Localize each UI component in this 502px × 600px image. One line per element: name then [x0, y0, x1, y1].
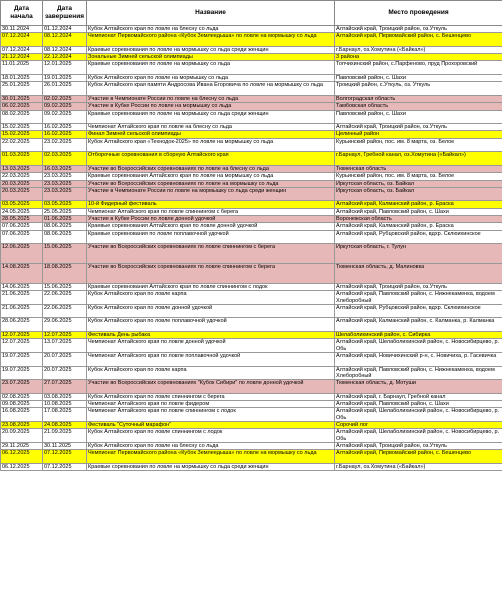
- table-row: [1, 244, 502, 264]
- cell-end-date: 15.06.2025: [43, 244, 87, 264]
- cell-end-date: 10.08.2025: [43, 401, 87, 408]
- cell-end-date: 20.07.2025: [43, 352, 87, 366]
- cell-venue: г.Барнаул, оз.Хомутина («Байкал»): [335, 46, 502, 53]
- header-event-name: Название: [87, 1, 335, 26]
- cell-event-name: Фестиваль "Суточный марафон": [87, 421, 335, 428]
- cell-start-date: 20.03.2025: [1, 180, 43, 187]
- cell-end-date: 01.06.2025: [43, 216, 87, 223]
- cell-end-date: 09.02.2025: [43, 103, 87, 110]
- table-row: [1, 304, 502, 318]
- cell-venue: Курьинский район, пос. им. 8 марта, оз. Белое: [335, 138, 502, 152]
- cell-event-name: Кубок Алтайского края «Технодок-2025» по ловле на мормышку со льда: [87, 138, 335, 152]
- cell-venue: Алтайский край, Павловский район, с. Нижнекаменка, водоем Хлеборобный: [335, 291, 502, 305]
- cell-start-date: 30.01.2025: [1, 95, 43, 102]
- table-row: [1, 208, 502, 215]
- cell-event-name: Участие во Всероссийских соревнованиях по ловле спиннингом с берега: [87, 264, 335, 284]
- cell-event-name: Краевые соревнования по ловле на мормышку со льда среди женщин: [87, 463, 335, 470]
- table-row: [1, 103, 502, 110]
- table-row: [1, 421, 502, 428]
- cell-venue: Волгоградская область: [335, 95, 502, 102]
- table-row: [1, 131, 502, 138]
- cell-event-name: Кубок Алтайского края по ловле спиннингом с лодок: [87, 429, 335, 443]
- cell-venue: Алтайский край, г. Барнаул, Гребной канал: [335, 393, 502, 400]
- cell-event-name: Краевые соревнования Алтайского края по ловле спиннингом с лодок: [87, 283, 335, 290]
- cell-start-date: 30.11.2024: [1, 26, 43, 33]
- cell-venue: Павловский район, с. Шахи: [335, 75, 502, 82]
- cell-end-date: 30.11.2025: [43, 442, 87, 449]
- cell-venue: Алтайский край, Рубцовский район, вдхр. Склюихинское: [335, 230, 502, 244]
- cell-venue: Иркутская область, г. Тулун: [335, 244, 502, 264]
- cell-start-date: 28.06.2025: [1, 318, 43, 332]
- cell-venue: Курьинский район, пос. им. 8 марта, оз. Белое: [335, 173, 502, 180]
- table-row: [1, 173, 502, 180]
- cell-venue: г.Барнаул, оз.Хомутина («Байкал»): [335, 463, 502, 470]
- cell-event-name: Краевые соревнования Алтайского края по ловле на мормышку со льда: [87, 173, 335, 180]
- cell-start-date: 01.03.2025: [1, 152, 43, 166]
- cell-end-date: 19.01.2025: [43, 75, 87, 82]
- cell-start-date: 07.06.2025: [1, 230, 43, 244]
- cell-start-date: 21.06.2025: [1, 304, 43, 318]
- cell-start-date: 11.01.2025: [1, 61, 43, 75]
- header-venue: Место проведения: [335, 1, 502, 26]
- cell-end-date: 09.02.2025: [43, 110, 87, 124]
- cell-venue: Троицкий район, с.Уткуль, оз. Уткуль: [335, 82, 502, 96]
- cell-end-date: 22.06.2025: [43, 291, 87, 305]
- cell-event-name: Чемпионат Алтайского края по ловле спиннингом с берега: [87, 208, 335, 215]
- cell-event-name: Чемпионат Первомайского района «Кубок Землеедыша» по ловле на мормышку со льда: [87, 33, 335, 47]
- table-row: [1, 450, 502, 464]
- table-row: [1, 26, 502, 33]
- cell-event-name: Краевые соревнования Алтайского края по ловле донной удочкой: [87, 223, 335, 230]
- cell-start-date: 23.08.2025: [1, 421, 43, 428]
- cell-start-date: 12.07.2025: [1, 339, 43, 353]
- cell-venue: Шелаболихинский район, с. Сибирка: [335, 332, 502, 339]
- cell-venue: Иркутская область, оз. Байкал: [335, 180, 502, 187]
- cell-end-date: 29.06.2025: [43, 318, 87, 332]
- cell-event-name: Участие в Чемпионате России по ловле на мормышку со льда среди женщин: [87, 187, 335, 201]
- cell-end-date: 26.01.2025: [43, 82, 87, 96]
- cell-venue: Алтайский край, Первомайский район, с. Бешенцево: [335, 33, 502, 47]
- cell-start-date: 19.07.2025: [1, 366, 43, 380]
- table-row: [1, 463, 502, 470]
- table-row: [1, 408, 502, 422]
- cell-event-name: Участие в Чемпионате России по ловле на блесну со льда: [87, 95, 335, 102]
- cell-venue: Топчихинский район, с.Парфеново, пруд Прохоровский: [335, 61, 502, 75]
- table-row: [1, 95, 502, 102]
- cell-venue: Алтайский край, Новичихинский р-н, с. Новичиха, р. Гасевичка: [335, 352, 502, 366]
- cell-end-date: 08.06.2025: [43, 223, 87, 230]
- cell-start-date: 13.03.2025: [1, 165, 43, 172]
- cell-start-date: 08.02.2025: [1, 110, 43, 124]
- cell-event-name: 10-й Фидерный фестиваль: [87, 201, 335, 208]
- cell-start-date: 06.12.2025: [1, 450, 43, 464]
- table-row: [1, 124, 502, 131]
- cell-event-name: Чемпионат Алтайского края по ловле донной удочкой: [87, 339, 335, 353]
- cell-start-date: 15.02.2025: [1, 124, 43, 131]
- cell-end-date: 07.12.2025: [43, 463, 87, 470]
- cell-event-name: Кубок Алтайского края памяти Андросова Ивана Егоровича по ловле на мормышку со льда: [87, 82, 335, 96]
- cell-event-name: Кубок Алтайского края по ловле на блесну со льда: [87, 442, 335, 449]
- cell-event-name: Чемпионат Алтайского края по ловле поплавочной удочкой: [87, 352, 335, 366]
- cell-end-date: 23.03.2025: [43, 180, 87, 187]
- table-row: [1, 187, 502, 201]
- cell-venue: Алтайский край, Троицкий район, оз.Уткуль: [335, 283, 502, 290]
- cell-event-name: Участие во Всероссийских соревнованиях по ловле на мормышку со льда: [87, 180, 335, 187]
- table-row: [1, 152, 502, 166]
- cell-event-name: Фестиваль День рыбака: [87, 332, 335, 339]
- table-row: [1, 46, 502, 53]
- cell-event-name: Участие во Всероссийских соревнованиях по ловле спиннингом с берега: [87, 244, 335, 264]
- cell-end-date: 24.08.2025: [43, 421, 87, 428]
- cell-end-date: 27.07.2025: [43, 380, 87, 394]
- cell-start-date: 21.06.2025: [1, 291, 43, 305]
- cell-venue: Целинный район: [335, 131, 502, 138]
- cell-end-date: 12.07.2025: [43, 332, 87, 339]
- cell-end-date: 15.06.2025: [43, 283, 87, 290]
- cell-venue: Алтайский край, Калманский район, р. Ераска: [335, 201, 502, 208]
- cell-venue: Тюменская область, д. Мотуши: [335, 380, 502, 394]
- cell-venue: Алтайский край, Троицкий район, оз.Уткуль: [335, 124, 502, 131]
- cell-venue: Тюменская область: [335, 165, 502, 172]
- table-row: [1, 82, 502, 96]
- cell-start-date: 03.05.2025: [1, 201, 43, 208]
- cell-start-date: 12.06.2025: [1, 244, 43, 264]
- cell-end-date: 23.03.2025: [43, 173, 87, 180]
- cell-start-date: 21.12.2024: [1, 54, 43, 61]
- cell-venue: Алтайский край, Павловский район, с. Нижнекаменка, водоем Хлеборобный: [335, 366, 502, 380]
- cell-end-date: 08.06.2025: [43, 230, 87, 244]
- cell-venue: Павловский район, с. Шахи: [335, 110, 502, 124]
- table-row: [1, 442, 502, 449]
- cell-end-date: 13.07.2025: [43, 339, 87, 353]
- cell-event-name: Чемпионат Алтайского края по ловле на блесну со льда: [87, 124, 335, 131]
- cell-event-name: Кубок Алтайского края по ловле спиннингом с берега: [87, 393, 335, 400]
- cell-venue: Алтайский край, Павловский район, с. Шахи: [335, 401, 502, 408]
- cell-venue: Алтайский край, Шелаболихинский район, с. Новосибирцево, р. Обь: [335, 429, 502, 443]
- cell-end-date: 21.09.2025: [43, 429, 87, 443]
- header-end-date: Дата завершения: [43, 1, 87, 26]
- cell-venue: 3 района: [335, 54, 502, 61]
- cell-venue: Алтайский край, Рубцовский район, вдхр. Склюихинское: [335, 304, 502, 318]
- cell-venue: Тюменская область, д. Малиновка: [335, 264, 502, 284]
- table-row: [1, 138, 502, 152]
- table-row: [1, 264, 502, 284]
- table-row: [1, 54, 502, 61]
- cell-end-date: 07.12.2025: [43, 450, 87, 464]
- table-row: [1, 75, 502, 82]
- cell-end-date: 20.07.2025: [43, 366, 87, 380]
- cell-start-date: 19.07.2025: [1, 352, 43, 366]
- cell-event-name: Участие во Всероссийских соревнованиях "Кубок Сибири" по ловле донной удочкой: [87, 380, 335, 394]
- cell-event-name: Кубок Алтайского края по ловле поплавочной удочкой: [87, 318, 335, 332]
- cell-end-date: 08.12.2024: [43, 46, 87, 53]
- table-row: [1, 33, 502, 47]
- table-row: [1, 401, 502, 408]
- cell-event-name: Кубок Алтайского края по ловле на блесну со льда: [87, 26, 335, 33]
- cell-start-date: 28.05.2025: [1, 216, 43, 223]
- cell-end-date: 08.12.2024: [43, 33, 87, 47]
- table-row: [1, 291, 502, 305]
- cell-start-date: 07.12.2024: [1, 33, 43, 47]
- cell-venue: Тамбовская область: [335, 103, 502, 110]
- cell-venue: Сорочий лог: [335, 421, 502, 428]
- cell-event-name: Кубок Алтайского края по ловле карпа: [87, 366, 335, 380]
- cell-event-name: Кубок Алтайского края по ловле карпа: [87, 291, 335, 305]
- cell-event-name: Кубок Алтайского края по ловле на мормышку со льда: [87, 75, 335, 82]
- cell-event-name: Зональные Зимней сельской олимпиады: [87, 54, 335, 61]
- cell-venue: Алтайский край, Троицкий район, оз.Уткуль: [335, 442, 502, 449]
- cell-venue: Алтайский край, Троицкий район, оз.Уткуль: [335, 26, 502, 33]
- cell-event-name: Участие во Всероссийских соревнованиях по ловле на блесну со льда: [87, 165, 335, 172]
- cell-start-date: 20.09.2025: [1, 429, 43, 443]
- cell-start-date: 06.12.2025: [1, 463, 43, 470]
- table-row: [1, 110, 502, 124]
- table-row: [1, 429, 502, 443]
- cell-event-name: Чемпионат Первомайского района «Кубок Землеедыша» по ловле на мормышку со льда: [87, 450, 335, 464]
- cell-venue: Алтайский край, Павловский район, с. Шахи: [335, 208, 502, 215]
- cell-event-name: Участие в Кубке России по ловле донной удочкой: [87, 216, 335, 223]
- cell-event-name: Краевые соревнования по ловле на мормышку со льда: [87, 61, 335, 75]
- cell-venue: Алтайский край, Калманский район, с. Калманка, р. Калманка: [335, 318, 502, 332]
- cell-event-name: Краевые соревнования по ловле на мормышку со льда среди женщин: [87, 46, 335, 53]
- cell-end-date: 12.01.2025: [43, 61, 87, 75]
- table-row: [1, 352, 502, 366]
- cell-event-name: Отборочные соревнования в сборную Алтайского края: [87, 152, 335, 166]
- cell-end-date: 03.08.2025: [43, 393, 87, 400]
- cell-venue: Алтайский край, Калманский район, р. Ераска: [335, 223, 502, 230]
- cell-start-date: 20.03.2025: [1, 187, 43, 201]
- table-row: [1, 339, 502, 353]
- cell-start-date: 22.03.2025: [1, 173, 43, 180]
- cell-end-date: 03.05.2025: [43, 201, 87, 208]
- cell-end-date: 02.02.2025: [43, 95, 87, 102]
- table-row: [1, 165, 502, 172]
- cell-end-date: 23.03.2025: [43, 187, 87, 201]
- table-body: [1, 26, 502, 471]
- cell-venue: г.Барнаул, Гребной канал, оз.Хомутина («Байкал»): [335, 152, 502, 166]
- cell-venue: Воронежская область: [335, 216, 502, 223]
- cell-end-date: 01.12.2024: [43, 26, 87, 33]
- table-row: [1, 283, 502, 290]
- cell-venue: Алтайский край, Шелаболихинский район, с. Новосибирцево, р. Обь: [335, 408, 502, 422]
- cell-event-name: Краевые соревнования по ловле на мормышку со льда среди женщин: [87, 110, 335, 124]
- table-row: [1, 393, 502, 400]
- cell-start-date: 16.08.2025: [1, 408, 43, 422]
- cell-start-date: 14.08.2025: [1, 264, 43, 284]
- cell-start-date: 24.05.2025: [1, 208, 43, 215]
- cell-end-date: 18.08.2025: [43, 264, 87, 284]
- table-row: [1, 380, 502, 394]
- cell-start-date: 07.06.2025: [1, 223, 43, 230]
- cell-start-date: 02.08.2025: [1, 393, 43, 400]
- cell-start-date: 18.01.2025: [1, 75, 43, 82]
- cell-end-date: 17.08.2025: [43, 408, 87, 422]
- table-row: [1, 366, 502, 380]
- cell-end-date: 16.02.2025: [43, 124, 87, 131]
- header-start-date: Дата начала: [1, 1, 43, 26]
- cell-start-date: 15.02.2025: [1, 131, 43, 138]
- cell-end-date: 16.03.2025: [43, 165, 87, 172]
- header-row: [1, 1, 502, 26]
- table-row: [1, 180, 502, 187]
- table-row: [1, 318, 502, 332]
- cell-event-name: Участие в Кубке России по ловле на мормышку со льда: [87, 103, 335, 110]
- cell-event-name: Кубок Алтайского края по ловле донной удочкой: [87, 304, 335, 318]
- cell-venue: Алтайский край, Шелаболихинский район, с. Новосибирцево, р. Обь: [335, 339, 502, 353]
- cell-event-name: Чемпионат Алтайского края по ловле спиннингом с лодок: [87, 408, 335, 422]
- cell-start-date: 14.06.2025: [1, 283, 43, 290]
- cell-start-date: 06.02.2025: [1, 103, 43, 110]
- table-row: [1, 201, 502, 208]
- cell-event-name: Краевые соревнования по ловле поплавочной удочкой: [87, 230, 335, 244]
- cell-start-date: 12.07.2025: [1, 332, 43, 339]
- table-row: [1, 223, 502, 230]
- cell-venue: Иркутская область, оз. Байкал: [335, 187, 502, 201]
- cell-event-name: Чемпионат Алтайского края по ловле фидером: [87, 401, 335, 408]
- cell-start-date: 07.12.2024: [1, 46, 43, 53]
- cell-venue: Алтайский край, Первомайский район, с. Бешенцево: [335, 450, 502, 464]
- cell-start-date: 09.08.2025: [1, 401, 43, 408]
- table-row: [1, 216, 502, 223]
- cell-event-name: Финал Зимней сельской олимпиады: [87, 131, 335, 138]
- cell-end-date: 23.02.2025: [43, 138, 87, 152]
- table-row: [1, 332, 502, 339]
- cell-end-date: 02.03.2025: [43, 152, 87, 166]
- cell-start-date: 25.01.2025: [1, 82, 43, 96]
- table-row: [1, 230, 502, 244]
- cell-end-date: 16.02.2025: [43, 131, 87, 138]
- table-row: [1, 61, 502, 75]
- cell-start-date: 23.07.2025: [1, 380, 43, 394]
- cell-start-date: 22.02.2025: [1, 138, 43, 152]
- cell-end-date: 22.06.2025: [43, 304, 87, 318]
- cell-start-date: 29.11.2025: [1, 442, 43, 449]
- cell-end-date: 22.12.2024: [43, 54, 87, 61]
- cell-end-date: 25.05.2025: [43, 208, 87, 215]
